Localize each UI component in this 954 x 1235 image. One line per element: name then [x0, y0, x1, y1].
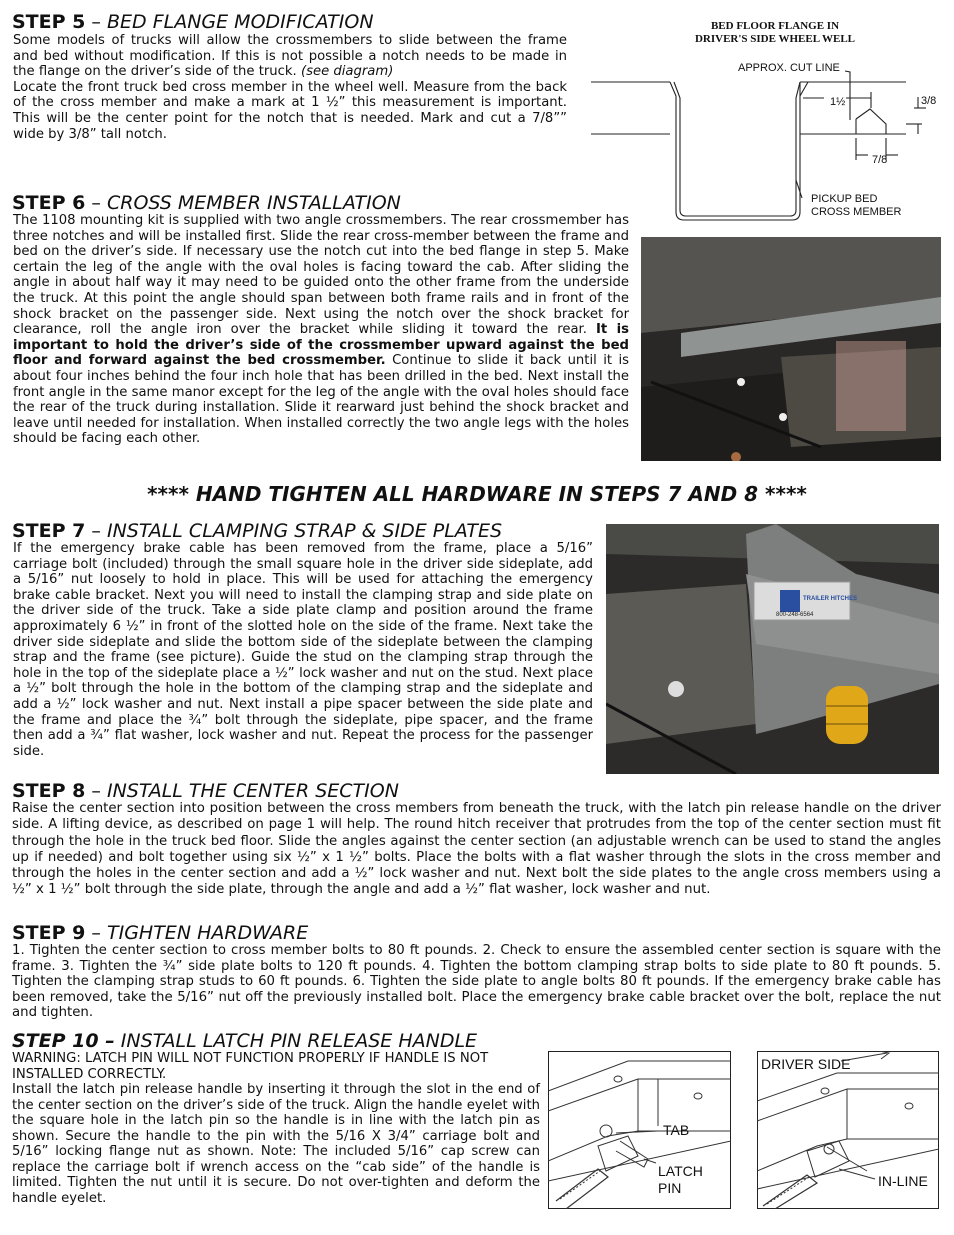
step8-title: STEP 8	[12, 780, 86, 802]
step5-dash: –	[85, 11, 107, 33]
step6-text-b: Continue to slide it back until it is about four inches behind the four inch hole that has been drilled in the bed. Next install the front angle in the same manor except for the leg of the angle with the oval holes should face the rear of the truck during installation. Slide it rearward just behind the shock bracket and leave until needed for installation. When installed correctly the two angle legs with the holes should be facing each other.	[13, 353, 630, 447]
step6-subtitle: CROSS MEMBER INSTALLATION	[106, 192, 401, 214]
step7-title: STEP 7	[12, 520, 86, 542]
latch-pin-label-line-1: LATCH	[658, 1163, 703, 1179]
driver-side-label: DRIVER SIDE	[761, 1056, 851, 1072]
pickup-bed-label-line-1: PICKUP BED	[811, 193, 878, 205]
step7-heading	[12, 520, 502, 542]
step7-paragraph: If the emergency brake cable has been removed from the frame, place a 5/16” carriage bolt (included) through the small square hole in the driver side sideplate, add a 5/16” nut loosely to hold in place. This will be used for attaching the emergency brake cable bracket. Next you will need to install the clamping strap and side plate on the driver side of the truck. Take a side plate clamp and position around the frame approximately 6 ½” in front of the slotted hole on the side of the frame. Next take the driver side sideplate and slide the bottom side of the sideplate between the clamping strap and the frame (see picture). Guide the stud on the clamping strap through the hole in the top of the sideplate place a ½” lock washer and nut on the stud. Next place a ½” bolt through the hole in the bottom of the clamping strap and the sideplate and add a ½” lock washer and nut. Next install a pipe spacer between the side plate and the frame and place the ¾” bolt through the sideplate, pipe spacer, and the frame then add a ¾” flat washer, lock washer and nut. Repeat the process for the passenger side.	[13, 541, 593, 759]
step6-text-a: The 1108 mounting kit is supplied with two angle crossmembers. The rear crossmember has three notches and will be installed first. Slide the rear cross-member between the frame and bed on the driver’s side. If necessary use the notch cut into the bed flange in step 5. Make certain the leg of the angle with the oval holes is facing toward the cab. After sliding the angle in about half way it may need to be guided onto the other frame from the underside the truck. At this point the angle should span between both frame rails and in front of the shock bracket on the passenger side. Next using the notch over the shock bracket for clearance, roll the angle iron over the bracket while sliding it toward the rear.	[13, 213, 629, 338]
step8-dash: –	[85, 780, 107, 802]
step10-heading	[12, 1030, 477, 1052]
step6-paragraph	[13, 213, 629, 447]
crossmember-photo	[641, 237, 941, 461]
step6-heading	[12, 192, 401, 214]
step5-text-a: Some models of trucks will allow the crossmembers to slide between the frame and bed without modification. If this is not possible a notch needs to be made in the flange on the driver’s side of the truck.	[13, 33, 567, 80]
dim-three-eighths: 3/8	[921, 95, 937, 107]
step7-subtitle: INSTALL CLAMPING STRAP & SIDE PLATES	[106, 520, 503, 542]
step9-body	[12, 943, 941, 1021]
step9-heading	[12, 922, 308, 944]
step8-heading	[12, 780, 399, 802]
step6-title: STEP 6	[12, 192, 86, 214]
step7-dash: –	[85, 520, 107, 542]
step5-heading	[12, 11, 374, 33]
latch-pin-figure-tab	[548, 1051, 731, 1209]
pickup-bed-label-line-2: CROSS MEMBER	[811, 206, 902, 218]
step8-subtitle: INSTALL THE CENTER SECTION	[106, 780, 399, 802]
step8-body	[12, 801, 941, 899]
step9-title: STEP 9	[12, 922, 86, 944]
step5-body	[13, 33, 567, 142]
step10-subtitle: INSTALL LATCH PIN RELEASE HANDLE	[114, 1030, 478, 1052]
step5-paragraph-1	[13, 33, 567, 80]
latch-pin-figure-inline	[757, 1051, 939, 1209]
step9-dash: –	[85, 922, 107, 944]
step6-dash: –	[85, 192, 107, 214]
bed-flange-diagram	[588, 12, 948, 222]
dim-one-and-half: 1½	[830, 96, 846, 108]
step10-title: STEP 10 –	[12, 1030, 115, 1052]
in-line-label: IN-LINE	[878, 1173, 928, 1189]
step5-subtitle: BED FLANGE MODIFICATION	[106, 11, 374, 33]
tab-label: TAB	[663, 1122, 690, 1138]
step10-warning: WARNING: LATCH PIN WILL NOT FUNCTION PROPERLY IF HANDLE IS NOT INSTALLED CORRECTLY.	[12, 1051, 489, 1082]
sticker-brand: TRAILER HITCHES	[803, 596, 857, 602]
step8-paragraph: Raise the center section into position between the cross members from beneath the truck, with the latch pin release handle on the driver side. A lifting device, as described on page 1 will help. The round hitch receiver that protrudes from the top of the center section must fit through the hole in the truck bed floor. Slide the angles against the center section (an adjustable wrench can be used to stand the angles up if needed) and bolt together using six ½” x 1 ½” bolts. Place the bolts with a flat washer through the slots in the cross member and through the holes in the center section and add a ½” lock washer and nut. Next bolt the side plates to the angle cross members using a ½” x 1 ½” bolt through the side plate, through the angle and add a ½” flat washer, lock washer and nut.	[12, 801, 941, 898]
latch-pin-label-line-2: PIN	[658, 1180, 682, 1196]
sticker-phone: 800-248-6564	[776, 612, 814, 618]
step5-paragraph-2: Locate the front truck bed cross member in the wheel well. Measure from the back of the cross member and make a mark at 1 ½” this measurement is important. This will be the center point for the notch that is needed. Mark and cut a 7/8”” wide by 3/8” tall notch.	[13, 79, 567, 142]
step5-see-diagram: (see diagram)	[300, 64, 394, 80]
step5-title: STEP 5	[12, 11, 86, 33]
step10-paragraph: Install the latch pin release handle by inserting it through the slot in the end of the center section on the driver’s side of the truck. Align the handle eyelet with the square hole in the latch pin so the handle is in line with the latch pin as shown. Secure the handle to the pin with the 5/16 X 3/4” carriage bolt and 5/16” locking flange nut as shown. Note: The included 5/16” cap screw can replace the carriage bolt if wrench access on the “cab side” of the handle is limited. Tighten the nut until it is secure. Do not over-tighten and deform the handle eyelet.	[12, 1082, 540, 1206]
diagram-title-line-2: DRIVER'S SIDE WHEEL WELL	[694, 33, 856, 45]
step6-body	[13, 213, 629, 447]
step10-body	[12, 1051, 540, 1206]
diagram-title-line-1: BED FLOOR FLANGE IN	[710, 20, 840, 32]
step6-text-bold: It is important to hold the driver’s side of the crossmember upward against the bed floor and forward against the bed crossmember.	[13, 322, 629, 369]
side-plate-photo	[606, 524, 939, 774]
hand-tighten-banner: **** HAND TIGHTEN ALL HARDWARE IN STEPS 7 AND 8 ****	[147, 482, 807, 506]
dim-seven-eighths: 7/8	[872, 154, 888, 166]
step9-paragraph: 1. Tighten the center section to cross member bolts to 80 ft pounds. 2. Check to ensure the assembled center section is square with the frame. 3. Tighten the ¾” side plate bolts to 120 ft pounds. 4. Tighten the bottom clamping strap bolts to side plate to 80 ft pounds. 5. Tighten the clamping strap studs to 60 ft pounds. 6. Tighten the side plate to angle bolts 80 ft pounds. If the emergency brake cable has been removed, take the 5/16” nut off the previously installed bolt. Place the emergency brake cable bracket over the bolt, replace the nut and tighten.	[12, 943, 941, 1021]
cut-line-label: APPROX. CUT LINE	[738, 62, 840, 74]
step7-body	[13, 541, 593, 759]
step9-subtitle: TIGHTEN HARDWARE	[106, 922, 309, 944]
